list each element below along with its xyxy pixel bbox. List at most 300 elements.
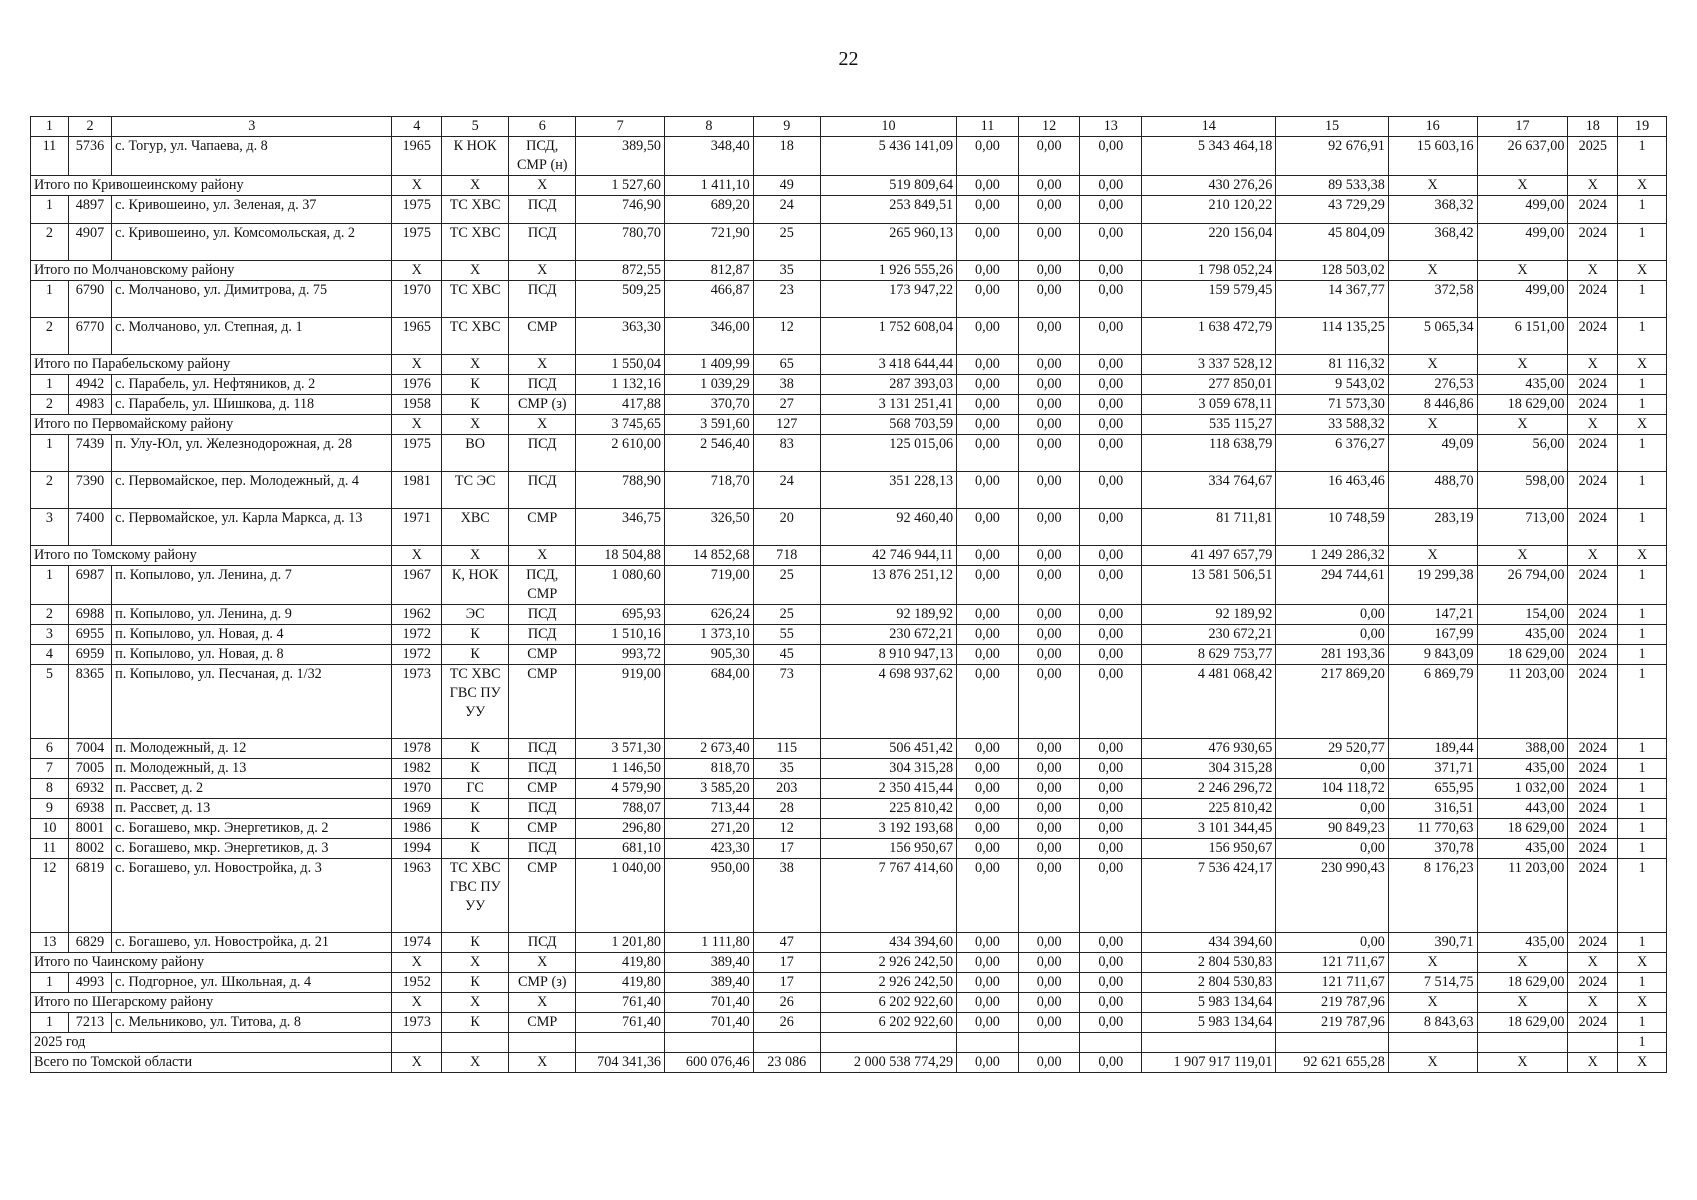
total-value-cell: X — [1568, 355, 1618, 375]
building-cell: 18 629,00 — [1477, 1013, 1568, 1033]
building-cell: 8 843,63 — [1388, 1013, 1477, 1033]
building-cell: ПСД — [509, 472, 576, 509]
total-value-cell: X — [1618, 355, 1667, 375]
building-cell: 1 — [1618, 566, 1667, 605]
building-cell: 47 — [753, 933, 820, 953]
total-value-cell: 1 409,99 — [665, 355, 754, 375]
building-cell: 3 585,20 — [665, 779, 754, 799]
building-cell: 434 394,60 — [1142, 933, 1276, 953]
building-cell: 7390 — [68, 472, 111, 509]
building-cell: 0,00 — [957, 973, 1019, 993]
building-cell: 435,00 — [1477, 933, 1568, 953]
building-cell: 780,70 — [576, 224, 665, 261]
building-cell: 1 201,80 — [576, 933, 665, 953]
building-cell: СМР — [509, 779, 576, 799]
total-value-cell: 33 588,32 — [1276, 415, 1389, 435]
building-cell: 1 — [1618, 665, 1667, 739]
building-cell: 4942 — [68, 375, 111, 395]
building-cell: 0,00 — [957, 509, 1019, 546]
building-cell: 0,00 — [1018, 509, 1080, 546]
building-cell: 0,00 — [1018, 281, 1080, 318]
building-cell: 0,00 — [1080, 281, 1142, 318]
building-cell: 3 059 678,11 — [1142, 395, 1276, 415]
building-cell: 12 — [753, 819, 820, 839]
building-cell: 8 446,86 — [1388, 395, 1477, 415]
building-cell: СМР — [509, 819, 576, 839]
building-cell: 0,00 — [957, 759, 1019, 779]
total-value-cell: X — [509, 546, 576, 566]
total-value-cell — [1568, 1033, 1618, 1053]
building-cell: 6 202 922,60 — [820, 1013, 956, 1033]
building-cell: п. Улу-Юл, ул. Железнодорожная, д. 28 — [112, 435, 392, 472]
total-value-cell: 0,00 — [1080, 993, 1142, 1013]
building-cell: с. Молчаново, ул. Димитрова, д. 75 — [112, 281, 392, 318]
building-cell: 1962 — [392, 605, 442, 625]
building-cell: 3 — [31, 509, 69, 546]
total-value-cell: X — [1388, 993, 1477, 1013]
building-cell: 2 — [31, 318, 69, 355]
total-value-cell: 1 798 052,24 — [1142, 261, 1276, 281]
building-cell: 0,00 — [1080, 759, 1142, 779]
building-cell: 5 343 464,18 — [1142, 137, 1276, 176]
total-value-cell: 14 852,68 — [665, 546, 754, 566]
building-cell: 156 950,67 — [820, 839, 956, 859]
column-number-cell: 14 — [1142, 117, 1276, 137]
building-cell: 7 536 424,17 — [1142, 859, 1276, 933]
building-cell: 0,00 — [1080, 137, 1142, 176]
building-row — [31, 224, 1667, 261]
building-cell: 1 752 608,04 — [820, 318, 956, 355]
building-cell: 0,00 — [1018, 318, 1080, 355]
building-cell: 1 — [1618, 759, 1667, 779]
building-cell: 1 — [1618, 819, 1667, 839]
building-cell: 2024 — [1568, 472, 1618, 509]
building-cell: 4897 — [68, 196, 111, 224]
building-cell: 0,00 — [957, 625, 1019, 645]
building-cell: 0,00 — [957, 839, 1019, 859]
building-cell: 0,00 — [1018, 839, 1080, 859]
building-cell: 281 193,36 — [1276, 645, 1389, 665]
building-cell: 38 — [753, 859, 820, 933]
total-value-cell: X — [1618, 176, 1667, 196]
building-cell: с. Парабель, ул. Нефтяников, д. 2 — [112, 375, 392, 395]
building-cell: 125 015,06 — [820, 435, 956, 472]
building-row — [31, 839, 1667, 859]
building-cell: 230 990,43 — [1276, 859, 1389, 933]
building-cell: 1967 — [392, 566, 442, 605]
building-cell: 0,00 — [1018, 739, 1080, 759]
total-value-cell: 81 116,32 — [1276, 355, 1389, 375]
building-cell: 1 — [1618, 973, 1667, 993]
building-cell: 10 748,59 — [1276, 509, 1389, 546]
total-value-cell: X — [1477, 546, 1568, 566]
building-cell: 4907 — [68, 224, 111, 261]
building-cell: 28 — [753, 799, 820, 819]
building-cell: СМР (з) — [509, 395, 576, 415]
building-cell: 417,88 — [576, 395, 665, 415]
building-cell: СМР — [509, 1013, 576, 1033]
total-value-cell: X — [1477, 1053, 1568, 1073]
building-cell: 719,00 — [665, 566, 754, 605]
total-value-cell: X — [1618, 953, 1667, 973]
building-cell: 1994 — [392, 839, 442, 859]
building-cell: п. Копылово, ул. Новая, д. 4 — [112, 625, 392, 645]
building-cell: 0,00 — [957, 859, 1019, 933]
building-cell: 1965 — [392, 137, 442, 176]
housing-repair-register-table — [30, 116, 1667, 1073]
building-cell: 219 787,96 — [1276, 1013, 1389, 1033]
total-value-cell: 0,00 — [1018, 355, 1080, 375]
building-cell: ТС ХВС — [442, 281, 509, 318]
total-value-cell: 0,00 — [1080, 546, 1142, 566]
building-cell: 435,00 — [1477, 625, 1568, 645]
building-cell: ХВС — [442, 509, 509, 546]
building-cell: 488,70 — [1388, 472, 1477, 509]
building-cell: 0,00 — [1276, 933, 1389, 953]
building-cell: 2025 — [1568, 137, 1618, 176]
building-cell: 1 — [1618, 625, 1667, 645]
building-cell: 6987 — [68, 566, 111, 605]
building-cell: 626,24 — [665, 605, 754, 625]
building-cell: 2024 — [1568, 645, 1618, 665]
building-cell: 5 436 141,09 — [820, 137, 956, 176]
building-cell: 0,00 — [957, 224, 1019, 261]
building-cell: 390,71 — [1388, 933, 1477, 953]
building-cell: ПСД — [509, 839, 576, 859]
building-cell: 92 189,92 — [820, 605, 956, 625]
building-cell: 167,99 — [1388, 625, 1477, 645]
building-cell: 13 876 251,12 — [820, 566, 956, 605]
building-cell: 14 367,77 — [1276, 281, 1389, 318]
total-value-cell: 0,00 — [1080, 261, 1142, 281]
building-cell: 10 — [31, 819, 69, 839]
total-value-cell: 89 533,38 — [1276, 176, 1389, 196]
building-cell: 2024 — [1568, 799, 1618, 819]
building-cell: 294 744,61 — [1276, 566, 1389, 605]
building-cell: 363,30 — [576, 318, 665, 355]
building-cell: 8002 — [68, 839, 111, 859]
building-cell: с. Кривошеино, ул. Зеленая, д. 37 — [112, 196, 392, 224]
total-value-cell: X — [1477, 176, 1568, 196]
building-cell: 0,00 — [957, 137, 1019, 176]
building-row — [31, 1013, 1667, 1033]
district-total-row — [31, 1033, 1667, 1053]
building-cell: 1975 — [392, 224, 442, 261]
total-value-cell: X — [392, 546, 442, 566]
building-cell: 2024 — [1568, 839, 1618, 859]
building-row — [31, 799, 1667, 819]
building-cell: 156 950,67 — [1142, 839, 1276, 859]
building-cell: ГС — [442, 779, 509, 799]
district-total-row — [31, 355, 1667, 375]
building-cell: 2024 — [1568, 625, 1618, 645]
building-cell: 2 246 296,72 — [1142, 779, 1276, 799]
building-cell: 0,00 — [1080, 645, 1142, 665]
building-cell: 443,00 — [1477, 799, 1568, 819]
total-value-cell: X — [1477, 993, 1568, 1013]
building-cell: 0,00 — [1018, 625, 1080, 645]
building-cell: 296,80 — [576, 819, 665, 839]
building-cell: 5 065,34 — [1388, 318, 1477, 355]
building-cell: 1 — [1618, 799, 1667, 819]
total-value-cell: X — [392, 415, 442, 435]
building-cell: 26 637,00 — [1477, 137, 1568, 176]
building-cell: 0,00 — [1276, 625, 1389, 645]
total-value-cell: 18 504,88 — [576, 546, 665, 566]
total-value-cell — [1080, 1033, 1142, 1053]
total-value-cell: 535 115,27 — [1142, 415, 1276, 435]
building-cell: 287 393,03 — [820, 375, 956, 395]
building-cell: ПСД — [509, 375, 576, 395]
building-cell: 189,44 — [1388, 739, 1477, 759]
total-label-cell: Итого по Молчановскому району — [31, 261, 392, 281]
building-cell: п. Копылово, ул. Ленина, д. 7 — [112, 566, 392, 605]
building-cell: 173 947,22 — [820, 281, 956, 318]
column-number-cell: 17 — [1477, 117, 1568, 137]
column-number-cell: 5 — [442, 117, 509, 137]
total-value-cell: 41 497 657,79 — [1142, 546, 1276, 566]
building-cell: 370,78 — [1388, 839, 1477, 859]
building-cell: 718,70 — [665, 472, 754, 509]
building-cell: 1 132,16 — [576, 375, 665, 395]
total-value-cell: X — [1568, 953, 1618, 973]
building-row — [31, 973, 1667, 993]
building-row — [31, 472, 1667, 509]
building-cell: 1 — [1618, 472, 1667, 509]
building-cell: 1 373,10 — [665, 625, 754, 645]
building-cell: 334 764,67 — [1142, 472, 1276, 509]
total-value-cell: X — [1568, 261, 1618, 281]
building-cell: с. Первомайское, ул. Карла Маркса, д. 13 — [112, 509, 392, 546]
total-value-cell: 0,00 — [957, 1053, 1019, 1073]
building-cell: 6829 — [68, 933, 111, 953]
total-value-cell: 219 787,96 — [1276, 993, 1389, 1013]
total-value-cell — [665, 1033, 754, 1053]
building-cell: 1 — [31, 435, 69, 472]
building-cell: 114 135,25 — [1276, 318, 1389, 355]
building-cell: с. Подгорное, ул. Школьная, д. 4 — [112, 973, 392, 993]
building-cell: 0,00 — [957, 799, 1019, 819]
column-number-cell: 15 — [1276, 117, 1389, 137]
building-cell: 18 629,00 — [1477, 645, 1568, 665]
total-value-cell: X — [509, 993, 576, 1013]
total-value-cell: 2 804 530,83 — [1142, 953, 1276, 973]
total-value-cell: 1 411,10 — [665, 176, 754, 196]
column-number-cell: 3 — [112, 117, 392, 137]
total-label-cell: Всего по Томской области — [31, 1053, 392, 1073]
building-cell: СМР — [509, 645, 576, 665]
total-value-cell: 519 809,64 — [820, 176, 956, 196]
building-cell: СМР (з) — [509, 973, 576, 993]
building-cell: 230 672,21 — [1142, 625, 1276, 645]
building-cell: 348,40 — [665, 137, 754, 176]
building-cell: 6770 — [68, 318, 111, 355]
building-cell: 6988 — [68, 605, 111, 625]
total-value-cell: 812,87 — [665, 261, 754, 281]
building-cell: 1 510,16 — [576, 625, 665, 645]
total-value-cell: 1 — [1618, 1033, 1667, 1053]
total-value-cell: 128 503,02 — [1276, 261, 1389, 281]
building-row — [31, 566, 1667, 605]
building-cell: ТС ХВС ГВС ПУ УУ — [442, 665, 509, 739]
building-row — [31, 137, 1667, 176]
total-value-cell: 0,00 — [957, 993, 1019, 1013]
district-total-row — [31, 1053, 1667, 1073]
total-value-cell: 127 — [753, 415, 820, 435]
building-cell: 419,80 — [576, 973, 665, 993]
building-cell: 0,00 — [957, 1013, 1019, 1033]
building-cell: 3 192 193,68 — [820, 819, 956, 839]
building-cell: 713,44 — [665, 799, 754, 819]
building-cell: 919,00 — [576, 665, 665, 739]
building-cell: п. Копылово, ул. Новая, д. 8 — [112, 645, 392, 665]
building-cell: 17 — [753, 839, 820, 859]
building-cell: 230 672,21 — [820, 625, 956, 645]
building-cell: 1972 — [392, 645, 442, 665]
building-cell: 1974 — [392, 933, 442, 953]
building-cell: 2 546,40 — [665, 435, 754, 472]
total-value-cell: 65 — [753, 355, 820, 375]
building-cell: 4 579,90 — [576, 779, 665, 799]
building-cell: 8001 — [68, 819, 111, 839]
building-row — [31, 509, 1667, 546]
building-cell: 225 810,42 — [1142, 799, 1276, 819]
column-number-cell: 9 — [753, 117, 820, 137]
building-cell: К НОК — [442, 137, 509, 176]
total-value-cell: X — [392, 993, 442, 1013]
building-cell: 18 629,00 — [1477, 819, 1568, 839]
building-cell: 2024 — [1568, 196, 1618, 224]
building-cell: ПСД, СМР — [509, 566, 576, 605]
total-value-cell: 26 — [753, 993, 820, 1013]
building-cell: 304 315,28 — [1142, 759, 1276, 779]
building-cell: 6955 — [68, 625, 111, 645]
building-cell: 0,00 — [1276, 759, 1389, 779]
building-cell: 17 — [753, 973, 820, 993]
total-value-cell: 419,80 — [576, 953, 665, 973]
building-cell: 18 629,00 — [1477, 973, 1568, 993]
column-number-cell: 6 — [509, 117, 576, 137]
building-cell: 43 729,29 — [1276, 196, 1389, 224]
building-row — [31, 779, 1667, 799]
column-number-cell: 13 — [1080, 117, 1142, 137]
building-cell: 0,00 — [1276, 605, 1389, 625]
building-cell: п. Молодежный, д. 12 — [112, 739, 392, 759]
building-cell: п. Копылово, ул. Песчаная, д. 1/32 — [112, 665, 392, 739]
building-cell: 2 — [31, 605, 69, 625]
total-value-cell: 23 086 — [753, 1053, 820, 1073]
total-value-cell: 2 000 538 774,29 — [820, 1053, 956, 1073]
building-cell: 0,00 — [1018, 799, 1080, 819]
building-cell: 25 — [753, 605, 820, 625]
building-cell: К — [442, 839, 509, 859]
building-cell: 26 794,00 — [1477, 566, 1568, 605]
building-cell: 6 869,79 — [1388, 665, 1477, 739]
building-cell: СМР — [509, 665, 576, 739]
building-cell: 7004 — [68, 739, 111, 759]
building-cell: 1973 — [392, 665, 442, 739]
building-cell: 2024 — [1568, 665, 1618, 739]
building-cell: 1 — [1618, 739, 1667, 759]
building-cell: ПСД, СМР (н) — [509, 137, 576, 176]
building-cell: 27 — [753, 395, 820, 415]
building-row — [31, 625, 1667, 645]
building-cell: 18 — [753, 137, 820, 176]
building-cell: 217 869,20 — [1276, 665, 1389, 739]
column-number-cell: 12 — [1018, 117, 1080, 137]
total-value-cell: X — [1568, 415, 1618, 435]
building-cell: с. Богашево, ул. Новостройка, д. 3 — [112, 859, 392, 933]
building-cell: 2024 — [1568, 933, 1618, 953]
building-cell: 4983 — [68, 395, 111, 415]
building-cell: с. Кривошеино, ул. Комсомольская, д. 2 — [112, 224, 392, 261]
total-value-cell: 872,55 — [576, 261, 665, 281]
total-value-cell: 0,00 — [957, 261, 1019, 281]
building-cell: 509,25 — [576, 281, 665, 318]
building-cell: 1 — [1618, 318, 1667, 355]
building-cell: 0,00 — [957, 196, 1019, 224]
column-number-cell: 7 — [576, 117, 665, 137]
building-cell: 24 — [753, 196, 820, 224]
building-cell: 0,00 — [1018, 819, 1080, 839]
total-value-cell: X — [1618, 261, 1667, 281]
building-cell: 203 — [753, 779, 820, 799]
building-cell: 210 120,22 — [1142, 196, 1276, 224]
total-value-cell — [820, 1033, 956, 1053]
building-cell: с. Богашево, ул. Новостройка, д. 21 — [112, 933, 392, 953]
building-row — [31, 819, 1667, 839]
building-cell: 423,30 — [665, 839, 754, 859]
building-cell: ВО — [442, 435, 509, 472]
building-cell: 905,30 — [665, 645, 754, 665]
building-cell: с. Мельниково, ул. Титова, д. 8 — [112, 1013, 392, 1033]
building-cell: 1969 — [392, 799, 442, 819]
total-value-cell: X — [509, 261, 576, 281]
total-label-cell: Итого по Кривошеинскому району — [31, 176, 392, 196]
building-cell: 13 — [31, 933, 69, 953]
column-number-cell: 16 — [1388, 117, 1477, 137]
building-cell: 0,00 — [1018, 973, 1080, 993]
building-cell: 5736 — [68, 137, 111, 176]
building-cell: К — [442, 1013, 509, 1033]
building-cell: 0,00 — [1080, 435, 1142, 472]
building-cell: 0,00 — [1018, 196, 1080, 224]
building-cell: 0,00 — [1018, 859, 1080, 933]
building-cell: 2024 — [1568, 509, 1618, 546]
total-value-cell: 0,00 — [1018, 993, 1080, 1013]
building-cell: ТС ХВС — [442, 318, 509, 355]
building-cell: ПСД — [509, 196, 576, 224]
building-cell: К — [442, 799, 509, 819]
building-cell: 1 — [31, 973, 69, 993]
total-value-cell — [1142, 1033, 1276, 1053]
column-number-cell: 19 — [1618, 117, 1667, 137]
building-cell: 2 673,40 — [665, 739, 754, 759]
building-cell: 26 — [753, 1013, 820, 1033]
total-value-cell: 0,00 — [957, 355, 1019, 375]
building-cell: 2024 — [1568, 395, 1618, 415]
building-cell: п. Рассвет, д. 13 — [112, 799, 392, 819]
building-cell: 0,00 — [957, 933, 1019, 953]
total-value-cell: 1 527,60 — [576, 176, 665, 196]
building-cell: 8 176,23 — [1388, 859, 1477, 933]
building-cell: ТС ХВС ГВС ПУ УУ — [442, 859, 509, 933]
building-cell: 0,00 — [1018, 665, 1080, 739]
total-value-cell: X — [392, 953, 442, 973]
building-cell: 1970 — [392, 281, 442, 318]
building-cell: ПСД — [509, 224, 576, 261]
building-row — [31, 318, 1667, 355]
